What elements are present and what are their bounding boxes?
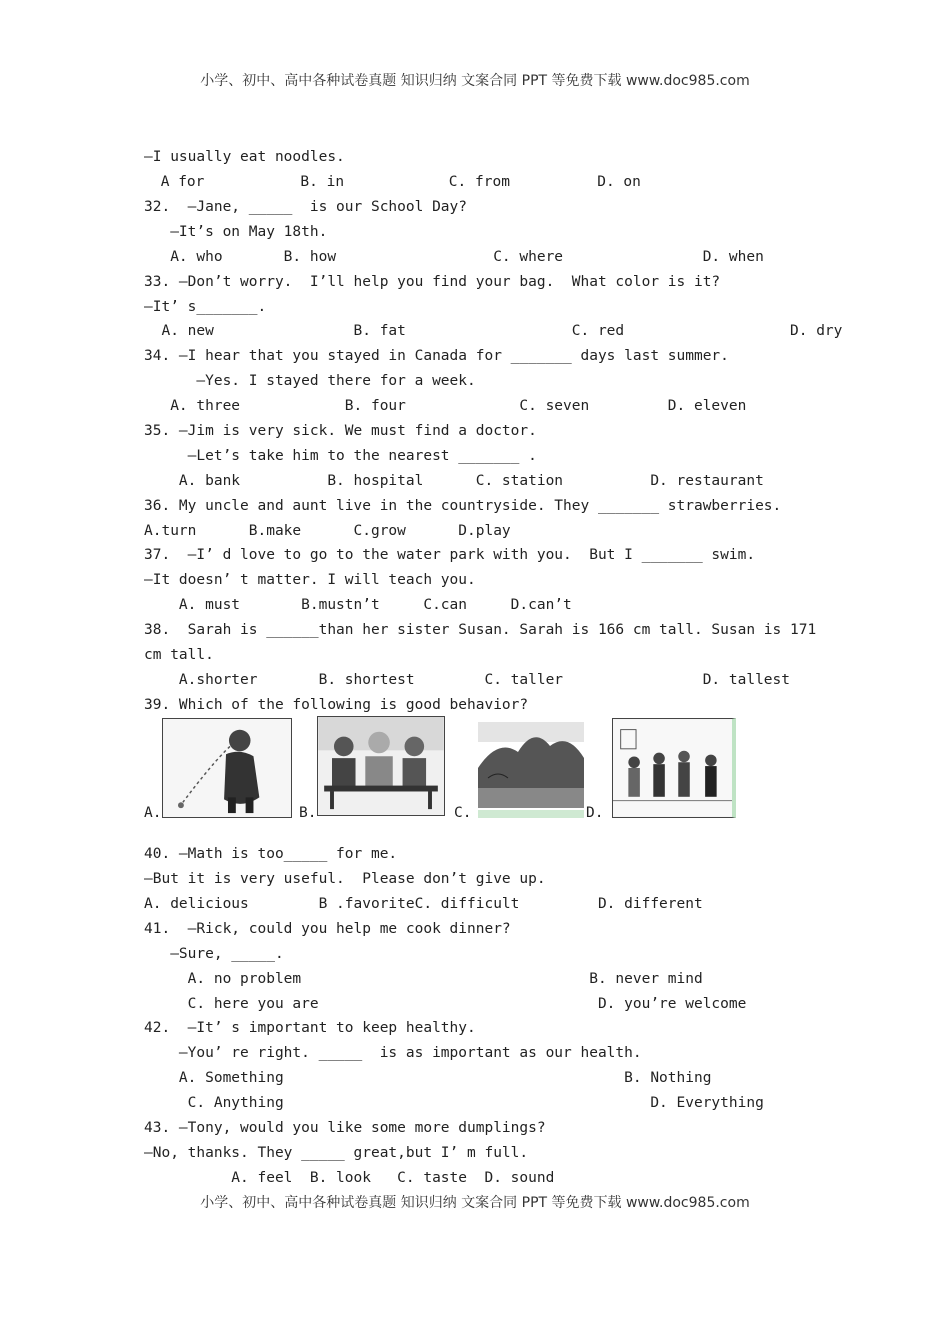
- question-35: 35. —Jim is very sick. We must find a doctor.: [144, 423, 537, 439]
- question-line: cm tall.: [144, 647, 214, 663]
- spitting-man-icon: [163, 719, 291, 817]
- people-queuing-picture: [612, 718, 736, 818]
- question-42: 42. —It’ s important to keep healthy.: [144, 1020, 476, 1036]
- landscape-picture: [478, 718, 584, 818]
- question-39: 39. Which of the following is good behavior?: [144, 697, 529, 713]
- answer-options: A. must B.mustn’t C.can D.can’t: [144, 597, 572, 613]
- question-line: —Yes. I stayed there for a week.: [144, 373, 476, 389]
- answer-options: A. delicious B .favoriteC. difficult D. different: [144, 896, 703, 912]
- option-a-label: A.: [144, 805, 162, 821]
- question-38: 38. Sarah is ______than her sister Susan. Sarah is 166 cm tall. Susan is 171: [144, 622, 817, 638]
- answer-options: A. new B. fat C. red D. dry: [144, 323, 843, 339]
- option-b-label: B.: [299, 805, 317, 821]
- question-line: —Let’s take him to the nearest _______ .: [144, 448, 537, 464]
- answer-options: A for B. in C. from D. on: [152, 174, 641, 190]
- question-40: 40. —Math is too_____ for me.: [144, 846, 398, 862]
- option-c-label: C.: [454, 805, 472, 821]
- question-34: 34. —I hear that you stayed in Canada for _______ days last summer.: [144, 348, 729, 364]
- people-on-bench-picture: [317, 716, 445, 816]
- page-header: 小学、初中、高中各种试卷真题 知识归纳 文案合同 PPT 等免费下载 www.doc985.com: [200, 73, 750, 89]
- landscape-icon: [478, 718, 584, 818]
- question-line: —You’ re right. _____ is as important as our health.: [144, 1045, 642, 1061]
- question-43: 43. —Tony, would you like some more dumplings?: [144, 1120, 546, 1136]
- question-line: —I usually eat noodles.: [144, 149, 345, 165]
- spitting-man-picture: [162, 718, 292, 818]
- answer-options: A. who B. how C. where D. when: [144, 249, 764, 265]
- people-queuing-icon: [613, 719, 732, 817]
- question-line: —It’s on May 18th.: [144, 224, 328, 240]
- answer-options: C. Anything D. Everything: [144, 1095, 764, 1111]
- answer-options: A. no problem B. never mind: [144, 971, 703, 987]
- question-33: 33. —Don’t worry. I’ll help you find your bag. What color is it?: [144, 274, 721, 290]
- answer-options: A.turn B.make C.grow D.play: [144, 523, 511, 539]
- question-41: 41. —Rick, could you help me cook dinner?: [144, 921, 511, 937]
- answer-options: A.shorter B. shortest C. taller D. tallest: [144, 672, 791, 688]
- question-36: 36. My uncle and aunt live in the countryside. They _______ strawberries.: [144, 498, 782, 514]
- people-on-bench-icon: [318, 717, 444, 815]
- page-footer: 小学、初中、高中各种试卷真题 知识归纳 文案合同 PPT 等免费下载 www.doc985.com: [200, 1195, 750, 1211]
- question-32: 32. —Jane, _____ is our School Day?: [144, 199, 468, 215]
- answer-options: A. bank B. hospital C. station D. restaurant: [144, 473, 764, 489]
- question-line: —No, thanks. They _____ great,but I’ m full.: [144, 1145, 529, 1161]
- answer-options: A. feel B. look C. taste D. sound: [144, 1170, 555, 1186]
- question-line: —But it is very useful. Please don’t give up.: [144, 871, 546, 887]
- answer-options: A. three B. four C. seven D. eleven: [144, 398, 747, 414]
- question-line: —It’ s_______.: [144, 299, 267, 315]
- question-line: —Sure, _____.: [144, 946, 284, 962]
- question-37: 37. —I’ d love to go to the water park with you. But I _______ swim.: [144, 547, 756, 563]
- option-d-label: D.: [586, 805, 604, 821]
- answer-options: C. here you are D. you’re welcome: [144, 996, 747, 1012]
- question-line: —It doesn’ t matter. I will teach you.: [144, 572, 476, 588]
- answer-options: A. Something B. Nothing: [144, 1070, 712, 1086]
